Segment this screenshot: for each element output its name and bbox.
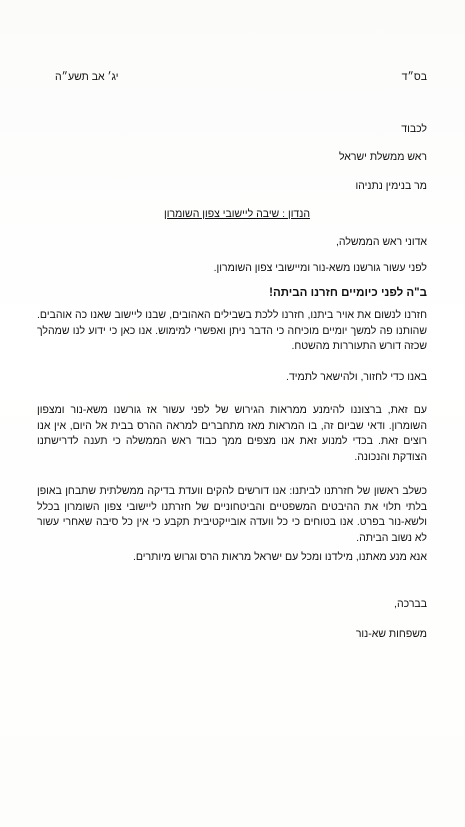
paragraph-3: עם זאת, ברצוננו להימנע ממראות הגירוש של לפני עשור אז גורשנו משא-נור ומצפון השומרון. ודאי שביום זה, בו המראות מאז מתחברים למראה ההרס בבית אל היום, אין אנו רוצים זאת. בכדי למנוע זאת אנו מצפים ממך כבוד ראש הממשלה כי תענה לדרישתנו הצודקת והנכונה. — [37, 404, 427, 463]
headline: ב"ה לפני כיומיים חזרנו הביתה! — [269, 287, 427, 299]
hebrew-date: יג׳ אב תשע״ה — [55, 71, 119, 83]
recipient-title: ראש ממשלת ישראל — [338, 151, 427, 163]
intro-line: לפני עשור גורשנו משא-נור ומיישובי צפון השומרון. — [213, 262, 427, 274]
bsd-header: בס״ד — [401, 71, 427, 83]
paragraph-1: חזרנו לנשום את אויר ביתנו, חזרנו ללכת בשבילים האהובים, שבנו ליישוב שאנו כה אוהבים. שהותנו פה למשך יומיים מוכיחה כי הדבר ניתן ואפשרי למימוש. אנו כאן כי ידוע לנו שמהלך שכזה דורש התעוררות מהשטח. — [37, 309, 427, 352]
paragraph-4: כשלב ראשון של חזרתנו לביתנו: אנו דורשים להקים וועדת בדיקה ממשלתית שתבחן באופן בלתי תלוי את ההיבטים המשפטיים והביטחוניים של חזרתנו ליישובי צפון השומרון בכלל ולשא-נור בפרט. אנו בטוחים כי כל וועדה אובייקטיבית תקבע כי אין כל סיבה שאחרי עשור לא נשוב הביתה. — [37, 485, 427, 544]
recipient-to: לכבוד — [401, 123, 427, 135]
recipient-name: מר בנימין נתניהו — [355, 180, 427, 192]
paragraph-2: באנו כדי לחזור, ולהישאר לתמיד. — [286, 371, 427, 383]
paragraph-5: אנא מנע מאתנו, מילדנו ומכל עם ישראל מראות הרס וגרוש מיותרים. — [132, 551, 427, 563]
salutation: אדוני ראש הממשלה, — [335, 236, 427, 248]
subject-line: הנדון : שיבה ליישובי צפון השומרון — [164, 208, 310, 220]
closing: בברכה, — [394, 598, 427, 610]
signature: משפחות שא-נור — [355, 628, 427, 640]
